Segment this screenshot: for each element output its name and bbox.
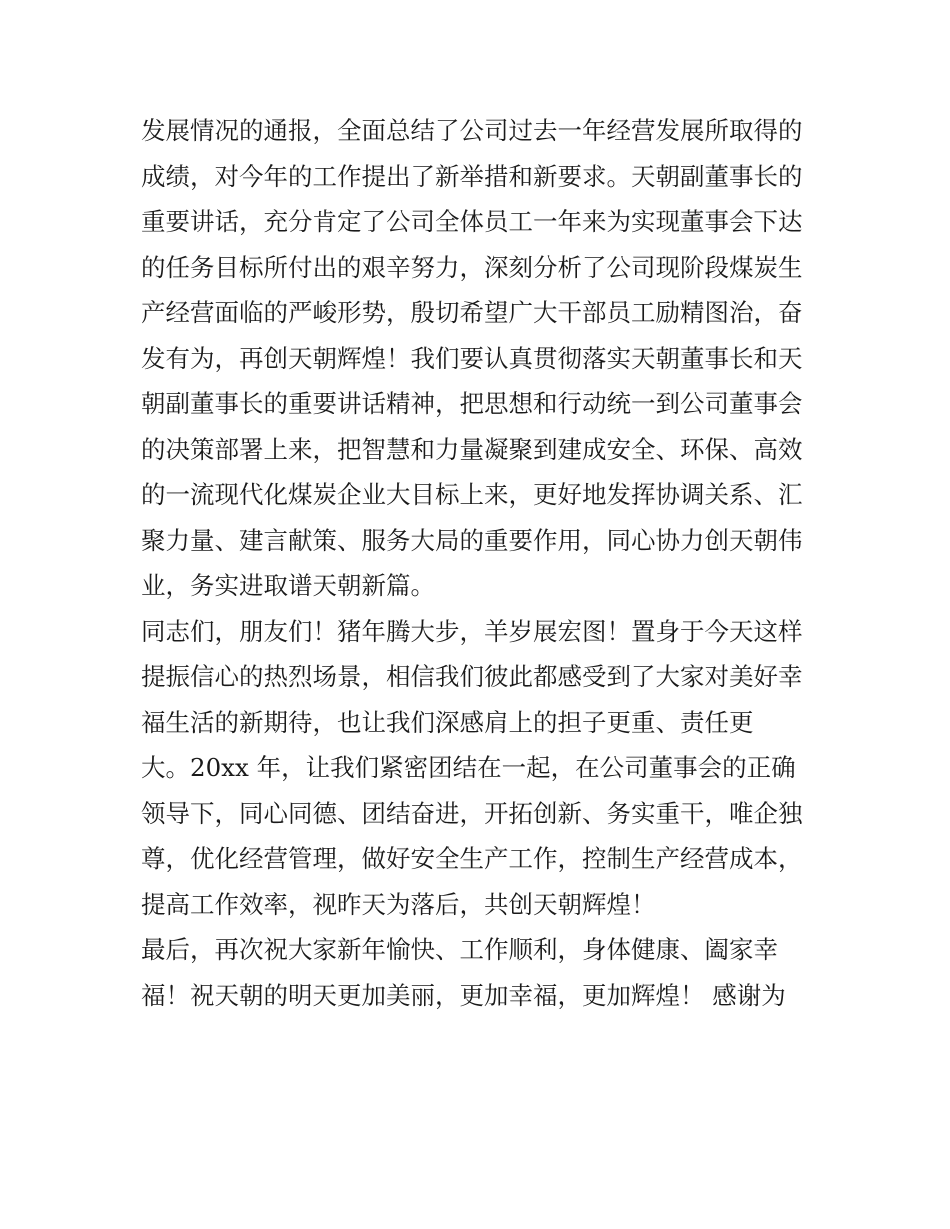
text-line: 产经营面临的严峻形势，殷切希望广大干部员工励精图治，奋 [141,298,803,327]
text-line: 提高工作效率，视昨天为落后，共创天朝辉煌！ [141,889,656,919]
text-line: 的任务目标所付出的艰辛努力，深刻分析了公司现阶段煤炭生 [141,252,803,282]
text-line: 最后，再次祝大家新年愉快、工作顺利，身体健康、阖家幸 [141,935,778,964]
text-line: 朝副董事长的重要讲话精神，把思想和行动统一到公司董事会 [141,389,803,418]
text-line: 领导下，同心同德、团结奋进，开拓创新、务实重干，唯企独 [141,798,803,828]
body-text [141,108,821,1018]
text-line: 大。20xx 年，让我们紧密团结在一起，在公司董事会的正确 [141,753,796,782]
text-line: 聚力量、建言献策、服务大局的重要作用，同心协力创天朝伟 [141,525,803,555]
text-line: 尊，优化经营管理，做好安全生产工作，控制生产经营成本， [141,844,803,873]
text-line: 业，务实进取谱天朝新篇。 [141,571,435,600]
text-line: 发展情况的通报，全面总结了公司过去一年经营发展所取得的 [141,116,803,145]
text-line: 同志们，朋友们！猪年腾大步，羊岁展宏图！置身于今天这样 [141,616,803,646]
text-line: 福生活的新期待，也让我们深感肩上的担子更重、责任更 [141,707,754,737]
text-line: 成绩，对今年的工作提出了新举措和新要求。天朝副董事长的 [141,161,803,191]
text-line: 提振信心的热烈场景，相信我们彼此都感受到了大家对美好幸 [141,662,803,691]
text-line: 重要讲话，充分肯定了公司全体员工一年来为实现董事会下达 [141,207,803,236]
text-line: 的决策部署上来，把智慧和力量凝聚到建成安全、环保、高效 [141,434,803,464]
text-line: 福！祝天朝的明天更加美丽，更加幸福，更加辉煌！ 感谢为 [141,980,786,1010]
text-line: 的一流现代化煤炭企业大目标上来，更好地发挥协调关系、汇 [141,480,803,509]
text-line: 发有为，再创天朝辉煌！我们要认真贯彻落实天朝董事长和天 [141,343,803,373]
